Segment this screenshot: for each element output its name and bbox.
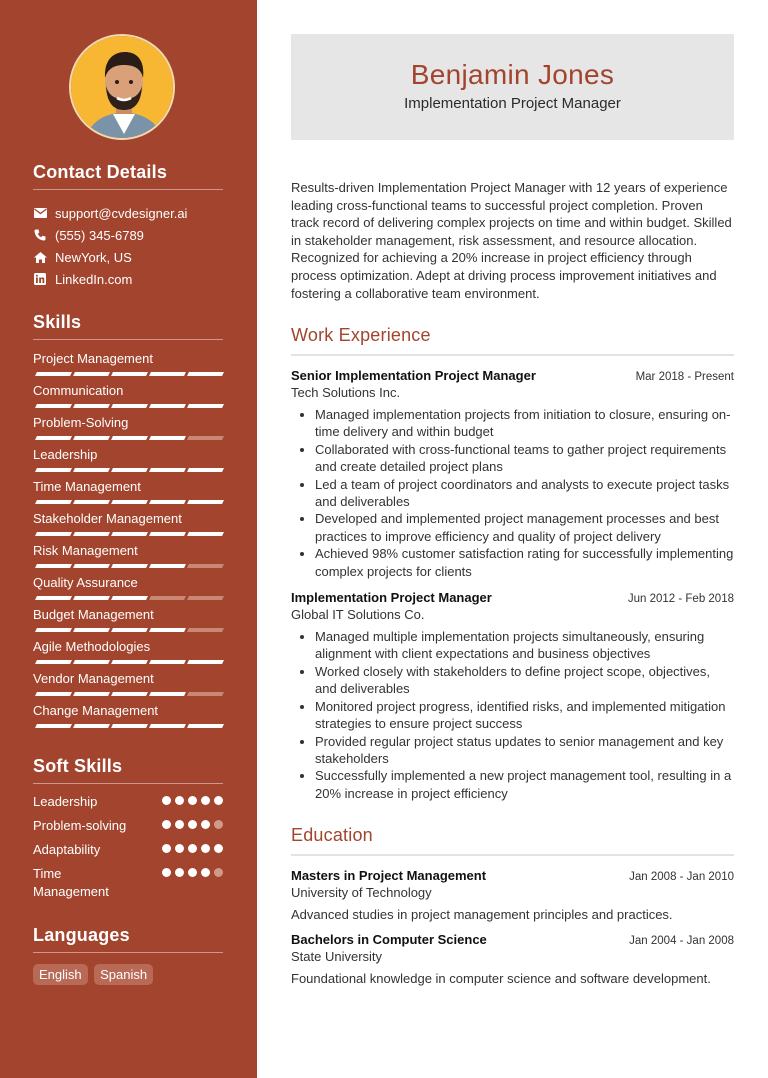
skill-name: Quality Assurance: [33, 575, 138, 590]
rating-dot: [214, 868, 223, 877]
skill-name: Stakeholder Management: [33, 511, 182, 526]
envelope-icon: [33, 206, 47, 220]
contact-phone[interactable]: [33, 224, 223, 246]
skill-level-bar: [35, 564, 224, 568]
skill-name: Time Management: [33, 479, 141, 494]
linkedin-icon: [33, 272, 47, 286]
rating-dot: [188, 868, 197, 877]
soft-skill-name: Adaptability: [33, 842, 101, 857]
skill-level-segment: [73, 628, 110, 632]
work-experience-section: [291, 325, 734, 802]
skill-level-segment: [35, 372, 72, 376]
skill-level-segment: [111, 532, 148, 536]
languages-section: [33, 925, 223, 985]
job-title: Implementation Project Manager: [291, 590, 492, 606]
skill-level-segment: [187, 596, 224, 600]
skill-level-segment: [73, 532, 110, 536]
job-entry: [291, 368, 734, 580]
skill-level-segment: [149, 532, 186, 536]
skill-level-segment: [35, 468, 72, 472]
name-header: [291, 34, 734, 140]
rating-dot: [175, 844, 184, 853]
skill-level-segment: [35, 404, 72, 408]
profile-photo: [71, 36, 175, 140]
skill-item: [33, 669, 223, 701]
job-bullet: • Managed multiple implementation projects simultaneously, ensuring alignment with client expectations and business objectives: [315, 628, 734, 663]
skill-level-segment: [149, 564, 186, 568]
work-experience-title: Work Experience: [291, 325, 734, 356]
job-bullets: [291, 628, 734, 802]
skill-level-bar: [35, 596, 224, 600]
contact-linkedin-text: LinkedIn.com: [55, 271, 133, 287]
skill-item: [33, 477, 223, 509]
skill-level-segment: [111, 436, 148, 440]
skill-level-segment: [111, 404, 148, 408]
soft-skills-list: [33, 793, 223, 901]
skill-level-segment: [149, 372, 186, 376]
skill-item: [33, 605, 223, 637]
skill-level-segment: [35, 692, 72, 696]
skill-level-segment: [111, 468, 148, 472]
soft-skill-name: Problem-solving: [33, 818, 127, 833]
skill-name: Communication: [33, 383, 124, 398]
education-description: Foundational knowledge in computer science and software development.: [291, 971, 711, 986]
skill-level-bar: [35, 436, 224, 440]
skill-level-bar: [35, 404, 224, 408]
skill-level-segment: [187, 532, 224, 536]
soft-skill-rating: [162, 844, 223, 853]
job-bullet: • Led a team of project coordinators and analysts to execute project tasks and deliverables: [315, 476, 734, 511]
job-dates: Jun 2012 - Feb 2018: [627, 593, 734, 606]
skill-level-segment: [35, 564, 72, 568]
education-section: [291, 825, 734, 986]
skill-level-segment: [187, 660, 224, 664]
skill-level-segment: [73, 468, 110, 472]
rating-dot: [162, 844, 171, 853]
skill-item: [33, 541, 223, 573]
soft-skills-section: [33, 756, 223, 907]
skill-level-segment: [35, 436, 72, 440]
skill-level-segment: [73, 436, 110, 440]
rating-dot: [188, 820, 197, 829]
skill-item: [33, 381, 223, 413]
rating-dot: [175, 820, 184, 829]
rating-dot: [201, 868, 210, 877]
rating-dot: [201, 820, 210, 829]
job-company: Global IT Solutions Co.: [291, 607, 425, 623]
skill-level-segment: [187, 436, 224, 440]
contact-title: Contact Details: [33, 162, 223, 190]
skill-level-segment: [149, 500, 186, 504]
skill-level-segment: [73, 564, 110, 568]
rating-dot: [175, 796, 184, 805]
soft-skill-rating: [162, 868, 223, 877]
education-entry: [291, 868, 734, 922]
skill-level-segment: [73, 404, 110, 408]
education-dates: Jan 2008 - Jan 2010: [629, 871, 734, 883]
soft-skill-item: [33, 817, 223, 835]
skill-level-segment: [111, 692, 148, 696]
school-name: University of Technology: [291, 885, 432, 900]
skill-level-segment: [111, 596, 148, 600]
skill-level-segment: [149, 628, 186, 632]
rating-dot: [201, 844, 210, 853]
skill-item: [33, 637, 223, 669]
skill-level-segment: [35, 724, 72, 728]
skill-level-bar: [35, 692, 224, 696]
soft-skill-item: [33, 865, 223, 901]
skill-level-segment: [111, 372, 148, 376]
skill-name: Agile Methodologies: [33, 639, 151, 654]
soft-skill-name: Leadership: [33, 794, 98, 809]
skill-level-segment: [73, 724, 110, 728]
skill-name: Risk Management: [33, 543, 138, 558]
soft-skill-item: [33, 841, 223, 859]
skill-level-segment: [187, 692, 224, 696]
skill-level-segment: [187, 724, 224, 728]
rating-dot: [188, 796, 197, 805]
rating-dot: [162, 796, 171, 805]
skill-level-segment: [35, 628, 72, 632]
rating-dot: [214, 820, 223, 829]
contact-linkedin[interactable]: [33, 268, 223, 290]
skill-level-segment: [73, 660, 110, 664]
skill-level-segment: [187, 500, 224, 504]
job-company: Tech Solutions Inc.: [291, 385, 401, 400]
skill-level-segment: [73, 500, 110, 504]
skill-item: [33, 509, 223, 541]
skill-level-segment: [111, 564, 148, 568]
profile-summary: Results-driven Implementation Project Manager with 12 years of experience leading cross-functional teams to successful project completion. Proven track record of delivering complex projects on time and within budget. Skilled in stakeholder management, risk assessment, and resource allocation. Recognized for achieving a 20% increase in project efficiency through process optimization. Adept at driving process improvement initiatives and fostering a collaborative team environment.: [291, 180, 732, 301]
skill-level-bar: [35, 468, 224, 472]
skill-level-bar: [35, 724, 224, 728]
job-bullet: • Monitored project progress, identified risks, and implemented mitigation strategies to ensure project success: [315, 698, 734, 733]
candidate-name: Benjamin Jones: [410, 59, 615, 90]
soft-skill-name: Time Management: [33, 866, 109, 899]
rating-dot: [188, 844, 197, 853]
skill-level-segment: [35, 532, 72, 536]
skill-name: Project Management: [33, 351, 153, 366]
skill-name: Vendor Management: [33, 671, 154, 686]
skill-name: Problem-Solving: [33, 415, 129, 430]
job-entry: [291, 590, 734, 802]
skills-section: [33, 312, 223, 733]
rating-dot: [201, 796, 210, 805]
skill-name: Leadership: [33, 447, 98, 462]
rating-dot: [162, 820, 171, 829]
skill-level-segment: [111, 500, 148, 504]
skill-level-segment: [187, 372, 224, 376]
skill-level-segment: [149, 660, 186, 664]
job-bullet: • Worked closely with stakeholders to define project scope, objectives, and deliverables: [315, 663, 734, 698]
job-bullet: • Developed and implemented project management processes and best practices to improve efficiency and quality of project delivery: [315, 510, 734, 545]
skill-level-bar: [35, 532, 224, 536]
rating-dot: [175, 868, 184, 877]
skill-level-segment: [187, 468, 224, 472]
degree-title: Masters in Project Management: [291, 868, 487, 883]
home-icon: [33, 250, 47, 264]
skill-level-segment: [111, 724, 148, 728]
job-bullet: • Collaborated with cross-functional teams to gather project requirements and create detailed project plans: [315, 441, 734, 476]
contact-phone-text: (555) 345-6789: [55, 227, 144, 243]
skill-level-segment: [187, 564, 224, 568]
skill-item: [33, 573, 223, 605]
contact-location-text: NewYork, US: [55, 249, 132, 265]
languages-title: Languages: [33, 925, 223, 953]
skills-title: Skills: [33, 312, 223, 340]
candidate-title: Implementation Project Manager: [404, 95, 621, 112]
skill-level-segment: [111, 660, 148, 664]
soft-skill-item: [33, 793, 223, 811]
skill-level-segment: [149, 404, 186, 408]
school-name: State University: [291, 949, 383, 964]
skill-level-segment: [149, 596, 186, 600]
rating-dot: [214, 796, 223, 805]
rating-dot: [162, 868, 171, 877]
skill-level-bar: [35, 500, 224, 504]
job-dates: Mar 2018 - Present: [635, 371, 734, 383]
job-bullet: • Managed implementation projects from initiation to closure, ensuring on-time delivery and within budget: [315, 406, 734, 441]
skill-item: [33, 413, 223, 445]
skill-level-segment: [149, 468, 186, 472]
skills-list: [33, 349, 223, 733]
soft-skills-title: Soft Skills: [33, 756, 223, 784]
language-tag: Spanish: [94, 964, 153, 985]
rating-dot: [214, 844, 223, 853]
contact-email-text: support@cvdesigner.ai: [55, 205, 188, 221]
job-bullet: • Provided regular project status updates to senior management and key stakeholders: [315, 733, 734, 768]
skill-level-segment: [73, 596, 110, 600]
skill-level-segment: [149, 724, 186, 728]
degree-title: Bachelors in Computer Science: [291, 932, 487, 947]
job-bullet: • Successfully implemented a new project management tool, resulting in a 20% increase in project efficiency: [315, 767, 734, 802]
skill-level-bar: [35, 372, 224, 376]
skill-level-segment: [111, 628, 148, 632]
education-description: Advanced studies in project management principles and practices.: [291, 907, 673, 922]
contact-section: [33, 162, 223, 290]
job-title: Senior Implementation Project Manager: [291, 368, 536, 383]
skill-level-segment: [187, 628, 224, 632]
skill-level-segment: [35, 500, 72, 504]
skill-name: Budget Management: [33, 607, 154, 622]
job-bullets: [291, 406, 734, 580]
language-tag: English: [33, 964, 88, 985]
phone-icon: [33, 228, 47, 242]
education-dates: Jan 2004 - Jan 2008: [629, 935, 734, 947]
skill-item: [33, 701, 223, 733]
soft-skill-rating: [162, 796, 223, 805]
education-entry: [291, 932, 734, 986]
skill-item: [33, 445, 223, 477]
skill-level-segment: [35, 660, 72, 664]
skill-level-segment: [149, 436, 186, 440]
skill-level-segment: [187, 404, 224, 408]
skill-level-segment: [149, 692, 186, 696]
skill-name: Change Management: [33, 703, 159, 718]
job-bullet: • Achieved 98% customer satisfaction rating for successfully implementing complex projects for clients: [315, 545, 734, 580]
education-title: Education: [291, 825, 734, 856]
skill-level-segment: [35, 596, 72, 600]
avatar: [69, 34, 175, 140]
soft-skill-rating: [162, 820, 223, 829]
skill-level-bar: [35, 628, 224, 632]
sidebar: [0, 0, 257, 1078]
skill-level-segment: [73, 372, 110, 376]
skill-item: [33, 349, 223, 381]
contact-location: [33, 246, 223, 268]
skill-level-segment: [73, 692, 110, 696]
contact-email[interactable]: [33, 202, 223, 224]
skill-level-bar: [35, 660, 224, 664]
